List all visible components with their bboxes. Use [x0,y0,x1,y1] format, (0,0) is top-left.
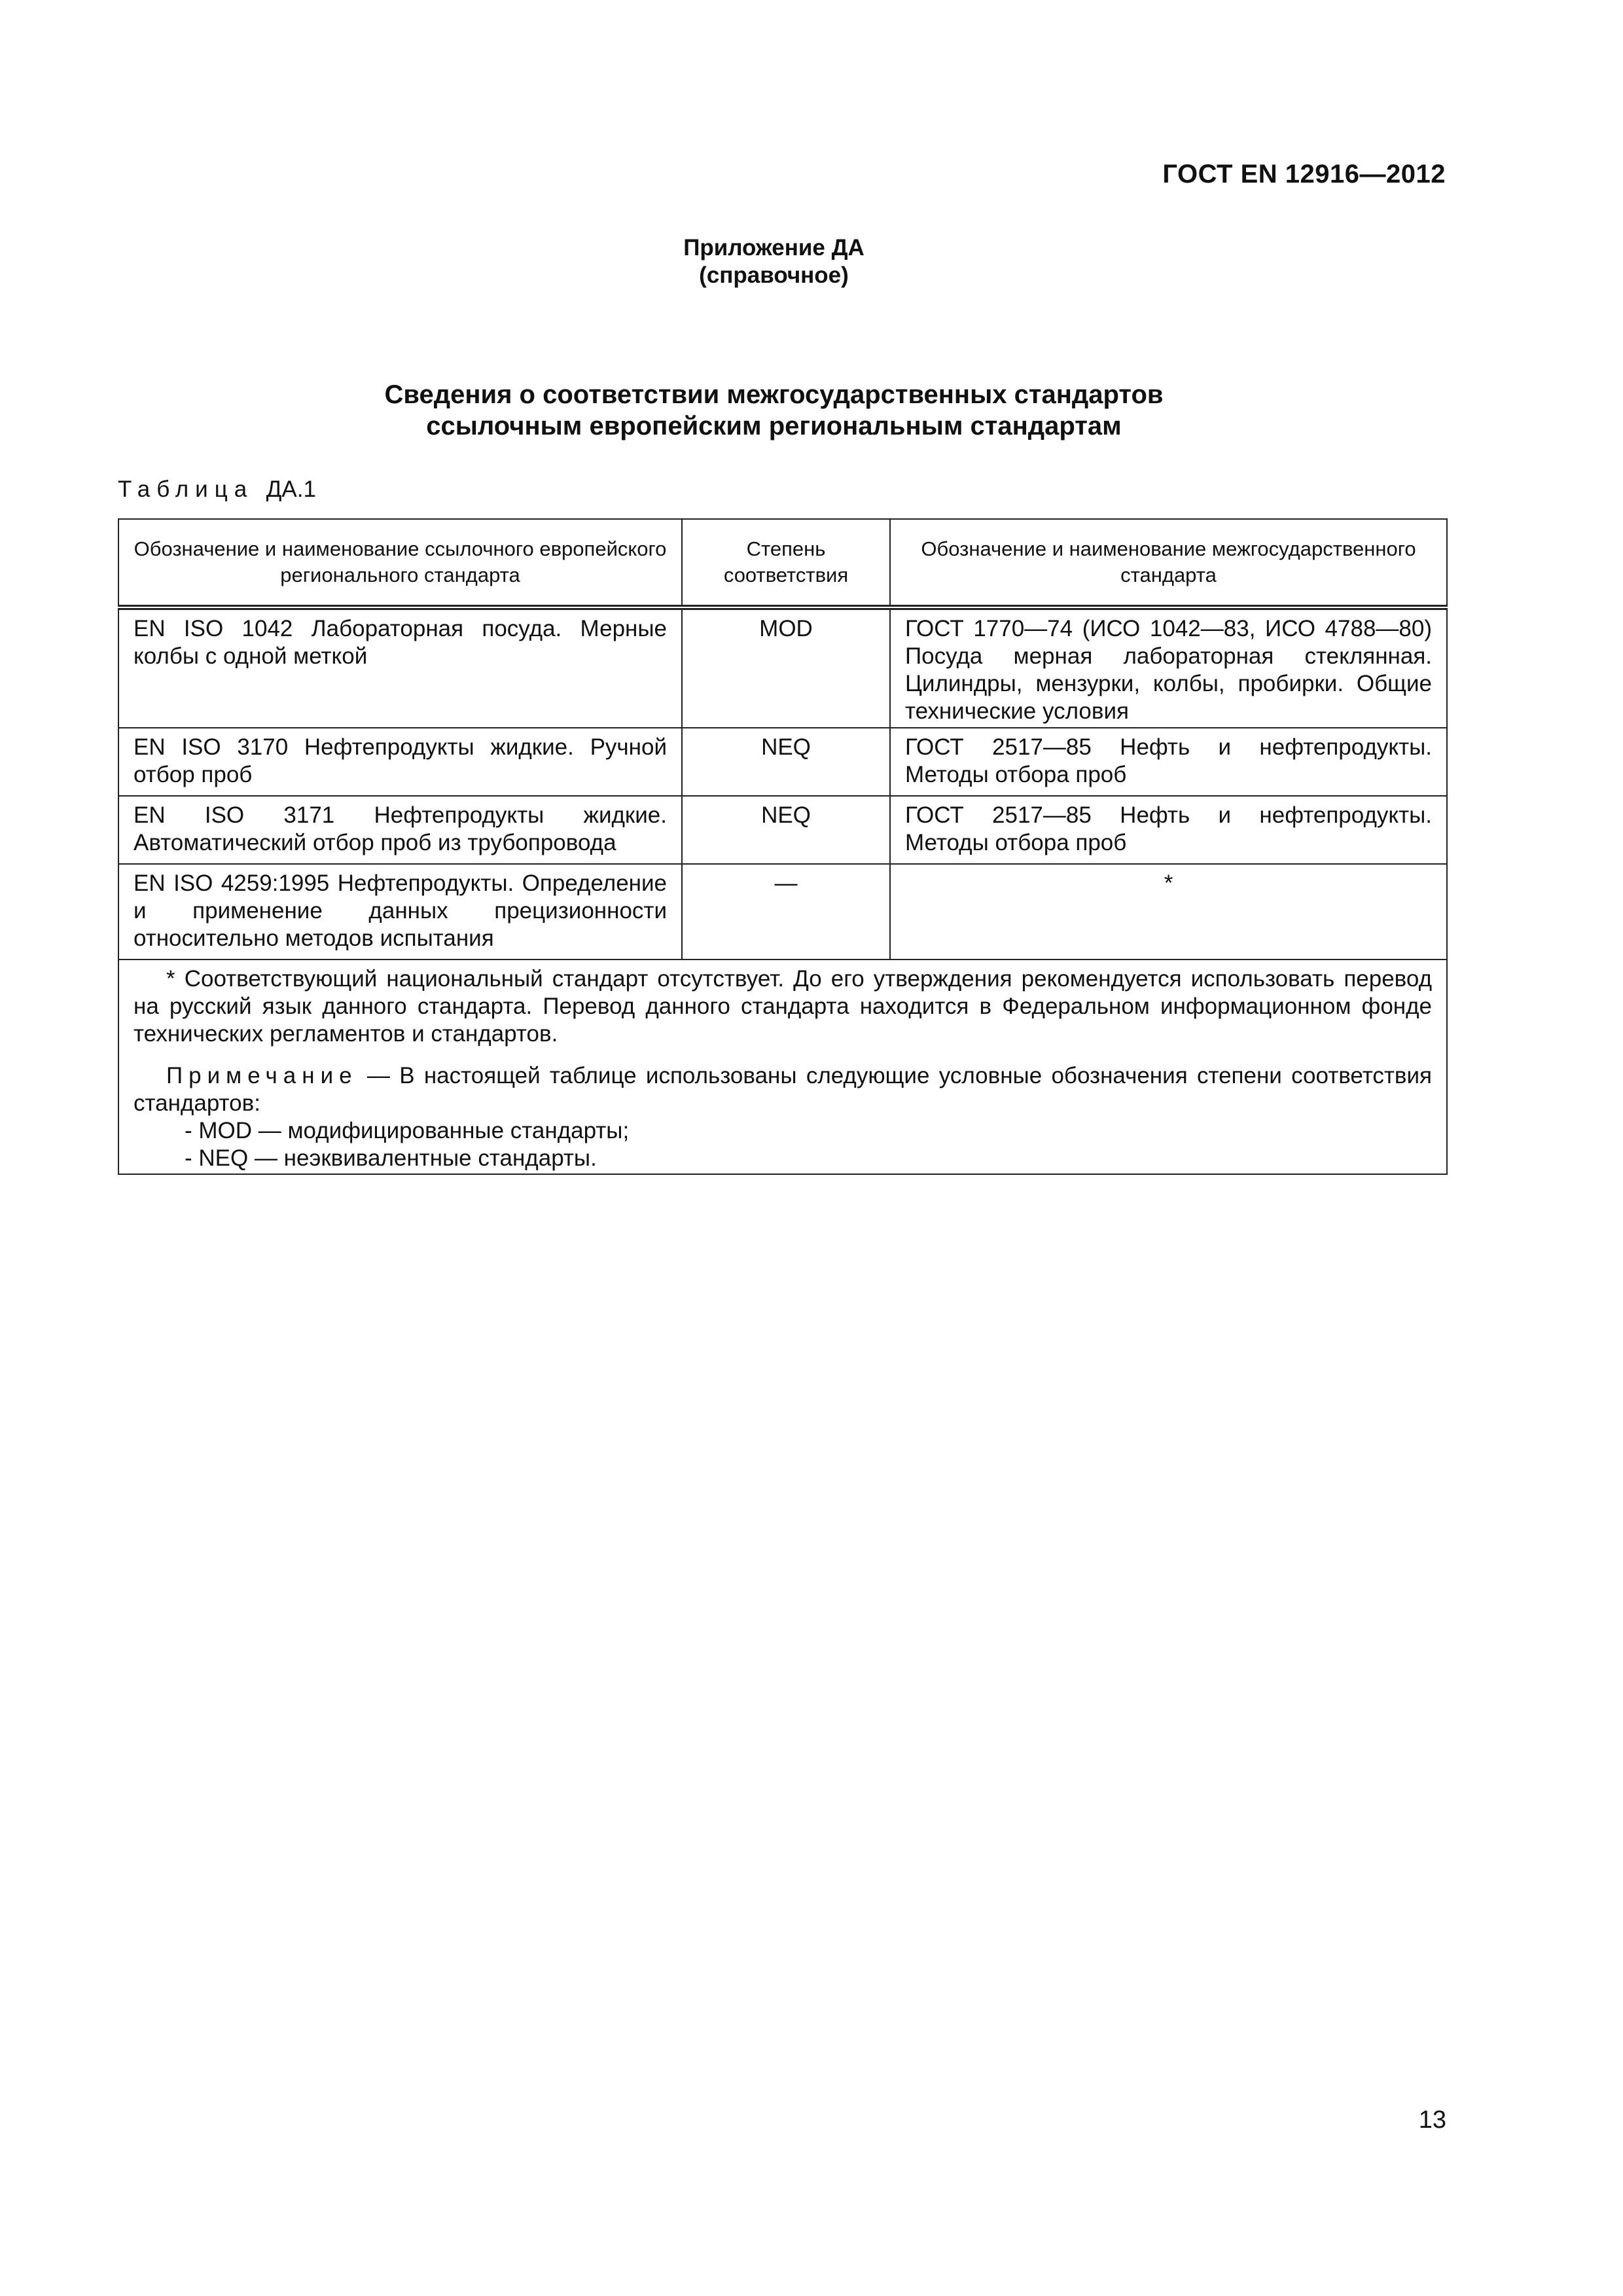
cell-european-standard: EN ISO 4259:1995 Нефтепродукты. Определение и применение данных прецизионности относительно методов испытания [118,864,682,960]
table-label-word: Таблица [118,476,254,502]
note-text: — В настоящей таблице использованы следующие условные обозначения степени соответствия стандартов: [134,1063,1432,1116]
appendix-title: Приложение ДА [683,235,865,260]
header-interstate-standard: Обозначение и наименование межгосударственного стандарта [890,519,1447,607]
table-label-number: ДА.1 [266,476,316,502]
cell-degree: NEQ [682,728,890,796]
correspondence-table [118,518,1448,1175]
table-header-row [118,519,1447,607]
document-title-line-1: Сведения о соответствии межгосударственных стандартов [384,380,1164,409]
cell-interstate-standard: * [890,864,1447,960]
header-degree: Степень соответствия [682,519,890,607]
note-item-neq: - NEQ — неэквивалентные стандарты. [185,1145,597,1171]
table-row [118,864,1447,960]
note-heading [134,1062,1432,1117]
page-number: 13 [1418,2106,1446,2134]
appendix-heading [0,234,1548,289]
cell-interstate-standard: ГОСТ 2517—85 Нефть и нефтепродукты. Методы отбора проб [890,796,1447,864]
table-notes-row [118,960,1447,1174]
cell-degree: NEQ [682,796,890,864]
appendix-subtitle: (справочное) [699,262,849,288]
cell-interstate-standard: ГОСТ 2517—85 Нефть и нефтепродукты. Методы отбора проб [890,728,1447,796]
cell-degree: — [682,864,890,960]
standard-code-header: ГОСТ EN 12916—2012 [1162,160,1446,188]
table-label [118,476,316,503]
note-label: Примечание [166,1063,358,1088]
table-footnote: * Соответствующий национальный стандарт отсутствует. До его утверждения рекомендуется использовать перевод на русский язык данного стандарта. Перевод данного стандарта находится в Федеральном информационном фонде технических регламентов и стандартов. [134,966,1432,1047]
cell-european-standard: EN ISO 1042 Лабораторная посуда. Мерные колбы с одной меткой [118,607,682,728]
cell-interstate-standard: ГОСТ 1770—74 (ИСО 1042—83, ИСО 4788—80) Посуда мерная лабораторная стеклянная. Цилиндры, мензурки, колбы, пробирки. Общие технические условия [890,607,1447,728]
table-row [118,728,1447,796]
note-item-mod: - MOD — модифицированные стандарты; [185,1118,630,1143]
table-row [118,796,1447,864]
table-note [134,1062,1432,1172]
cell-degree: MOD [682,607,890,728]
table-notes-cell [118,960,1447,1174]
cell-european-standard: EN ISO 3170 Нефтепродукты жидкие. Ручной отбор проб [118,728,682,796]
document-title [0,379,1548,442]
cell-european-standard: EN ISO 3171 Нефтепродукты жидкие. Автоматический отбор проб из трубопровода [118,796,682,864]
header-european-standard: Обозначение и наименование ссылочного европейского регионального стандарта [118,519,682,607]
document-title-line-2: ссылочным европейским региональным стандартам [426,412,1122,440]
table-row [118,607,1447,728]
